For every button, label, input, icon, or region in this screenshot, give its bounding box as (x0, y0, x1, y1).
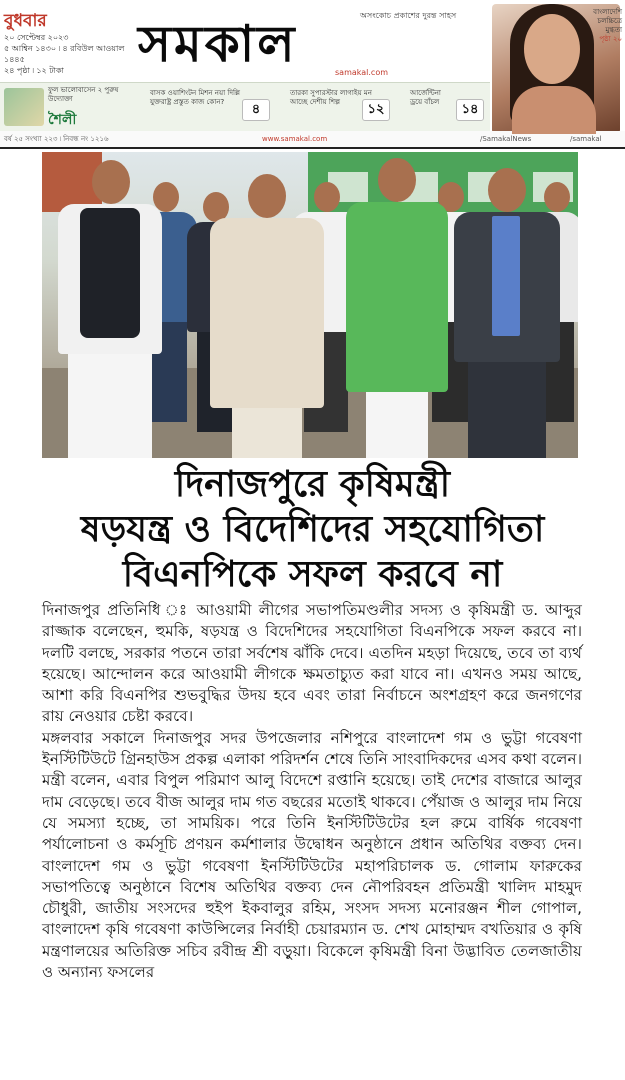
date-line: ২০ সেপ্টেম্বর ২০২৩ (4, 33, 69, 42)
person-green-panjabi (342, 158, 452, 458)
headline-line: বিএনপিকে সফল করবে না (122, 553, 503, 595)
masthead-info-bar: বর্ষ ২৫ সংখ্যা ২২৩ ৷ নিবন্ধ নং ১২১৬ www.samakal.com /SamakalNews /samakal (0, 131, 625, 149)
teaser-thumbnail (4, 88, 44, 126)
date-line: ২৪ পৃষ্ঠা ৷ ১২ টাকা (4, 66, 64, 75)
date-line: ৫ আশ্বিন ১৪৩০ ৷ ৪ রবিউল আওয়াল ১৪৪৫ (4, 44, 125, 64)
newspaper-tagline: অসংকোচ প্রকাশের দুরন্ত সাহস (360, 11, 457, 20)
article-body (42, 600, 582, 983)
facebook-link[interactable]: /SamakalNews (480, 135, 532, 143)
teaser-page-number: ১২ (362, 99, 390, 121)
promo-caption: বাংলাদেশি চলচ্চিত্রে মুগ্ধতা পৃষ্ঠা ২০ (593, 8, 622, 43)
article-paragraph: দিনাজপুর প্রতিনিধি ঃ আওয়ামী লীগের সভাপতিমণ্ডলীর সদস্য ও কৃষিমন্ত্রী ড. আব্দুর রাজ্জাক বলেছেন, হুমকি, ষড়যন্ত্র ও বিদেশিদের সহযোগিতা বিএনপিকে সফল করবে না। দলটি বলছে, সরকার পতনে তারা সর্বশেষ ঝাঁকি দেবে। এতদিন মহড়া দিয়েছে, তবে তা ব্যর্থ হয়েছে। আন্দোলন করে আওয়ামী লীগকে ক্ষমতাচ্যুত করা যাবে না। এখনও সময় আছে, আশা করি বিএনপির শুভবুদ্ধির উদয় হবে এবং তারা নির্বাচনে অংশগ্রহণ করে জনগণের রায় নেওয়ার চেষ্টা করবে। (42, 601, 582, 726)
masthead (0, 0, 625, 150)
newspaper-logo: সমকাল (138, 14, 298, 73)
supplement-brand: শৈলী (48, 112, 77, 128)
person-dark-suit (452, 168, 562, 458)
website-link[interactable]: www.samakal.com (262, 135, 328, 143)
logo-subtitle: samakal.com (335, 68, 389, 77)
person-cream-panjabi (202, 174, 332, 458)
issue-day: বুধবার (4, 11, 47, 31)
teaser-page-number: ৪ (242, 99, 270, 121)
teaser-strip (0, 82, 490, 132)
social-link[interactable]: /samakal (570, 135, 602, 143)
article-headline (0, 462, 625, 597)
headline-line: দিনাজপুরে কৃষিমন্ত্রী (174, 463, 451, 505)
teaser-item[interactable]: আর্জেন্টিনা ড্রয়ে বাঁচল ১৪ (410, 87, 488, 127)
article-paragraph: মঙ্গলবার সকালে দিনাজপুর সদর উপজেলার নশিপুরে বাংলাদেশ গম ও ভুট্টা গবেষণা ইনস্টিটিউটে গ্রিনহাউস প্রকল্প এলাকা পরিদর্শন শেষে তিনি সাংবাদিকদের এসব কথা বলেন। মন্ত্রী বলেন, এবার বিপুল পরিমাণ আলু বিদেশে রপ্তানি হয়েছে। তাই দেশের বাজারে আলুর দাম বেড়েছে। তবে বীজ আলুর দাম গত বছরের মতোই থাকবে। পেঁয়াজ ও আলুর দাম নিয়ে যে সমস্যা হচ্ছে, তা সাময়িক। পরে তিনি ইনস্টিটিউটের হল রুমে বার্ষিক গবেষণা পর্যালোচনা ও কর্মসূচি প্রণয়ন কর্মশালার উদ্বোধন অনুষ্ঠানে প্রধান অতিথির বক্তব্য দেন। বাংলাদেশ গম ও ভুট্টা গবেষণা ইনস্টিটিউটের মহাপরিচালক ড. গোলাম ফারুকের সভাপতিত্বে অনুষ্ঠানে বিশেষ অতিথির বক্তব্য দেন নৌপরিবহন প্রতিমন্ত্রী খালিদ মাহমুদ চৌধুরী, জাতীয় সংসদের হুইপ ইকবালুর রহিম, সংসদ সদস্য মনোরঞ্জন শীল গোপাল, বাংলাদেশ কৃষি গবেষণা কাউন্সিলের নির্বাহী চেয়ারম্যান ড. শেখ মোহাম্মদ বখতিয়ার ও কৃষি মন্ত্রণালয়ের অতিরিক্ত সচিব রবীন্দ্র শ্রী বড়ুয়া। বিকেলে কৃষিমন্ত্রী বিনা উদ্ভাবিত তেলজাতীয় ও অন্যান্য ফসলের (42, 728, 582, 982)
issue-date-block (4, 32, 134, 76)
teaser-item[interactable]: বাসক ওয়াশিংটন মিশন নয়া দিল্লি যুক্তরাষ্ট্র প্রস্তুত কাজ কোন? ৪ (150, 87, 268, 127)
person-black-vest (50, 160, 170, 458)
teaser-feature[interactable]: ফুল ভালোবাসেন ২ পুরুষ উদ্যোক্তা শৈলী (4, 86, 144, 128)
news-photo (42, 152, 578, 458)
teaser-item[interactable]: তারকা সুপারস্টার লাগাইয় মন আচ্ছে দেশীয় শিল্প ১২ (290, 87, 408, 127)
headline-line: ষড়যন্ত্র ও বিদেশিদের সহযোগিতা (80, 508, 545, 550)
teaser-page-number: ১৪ (456, 99, 484, 121)
